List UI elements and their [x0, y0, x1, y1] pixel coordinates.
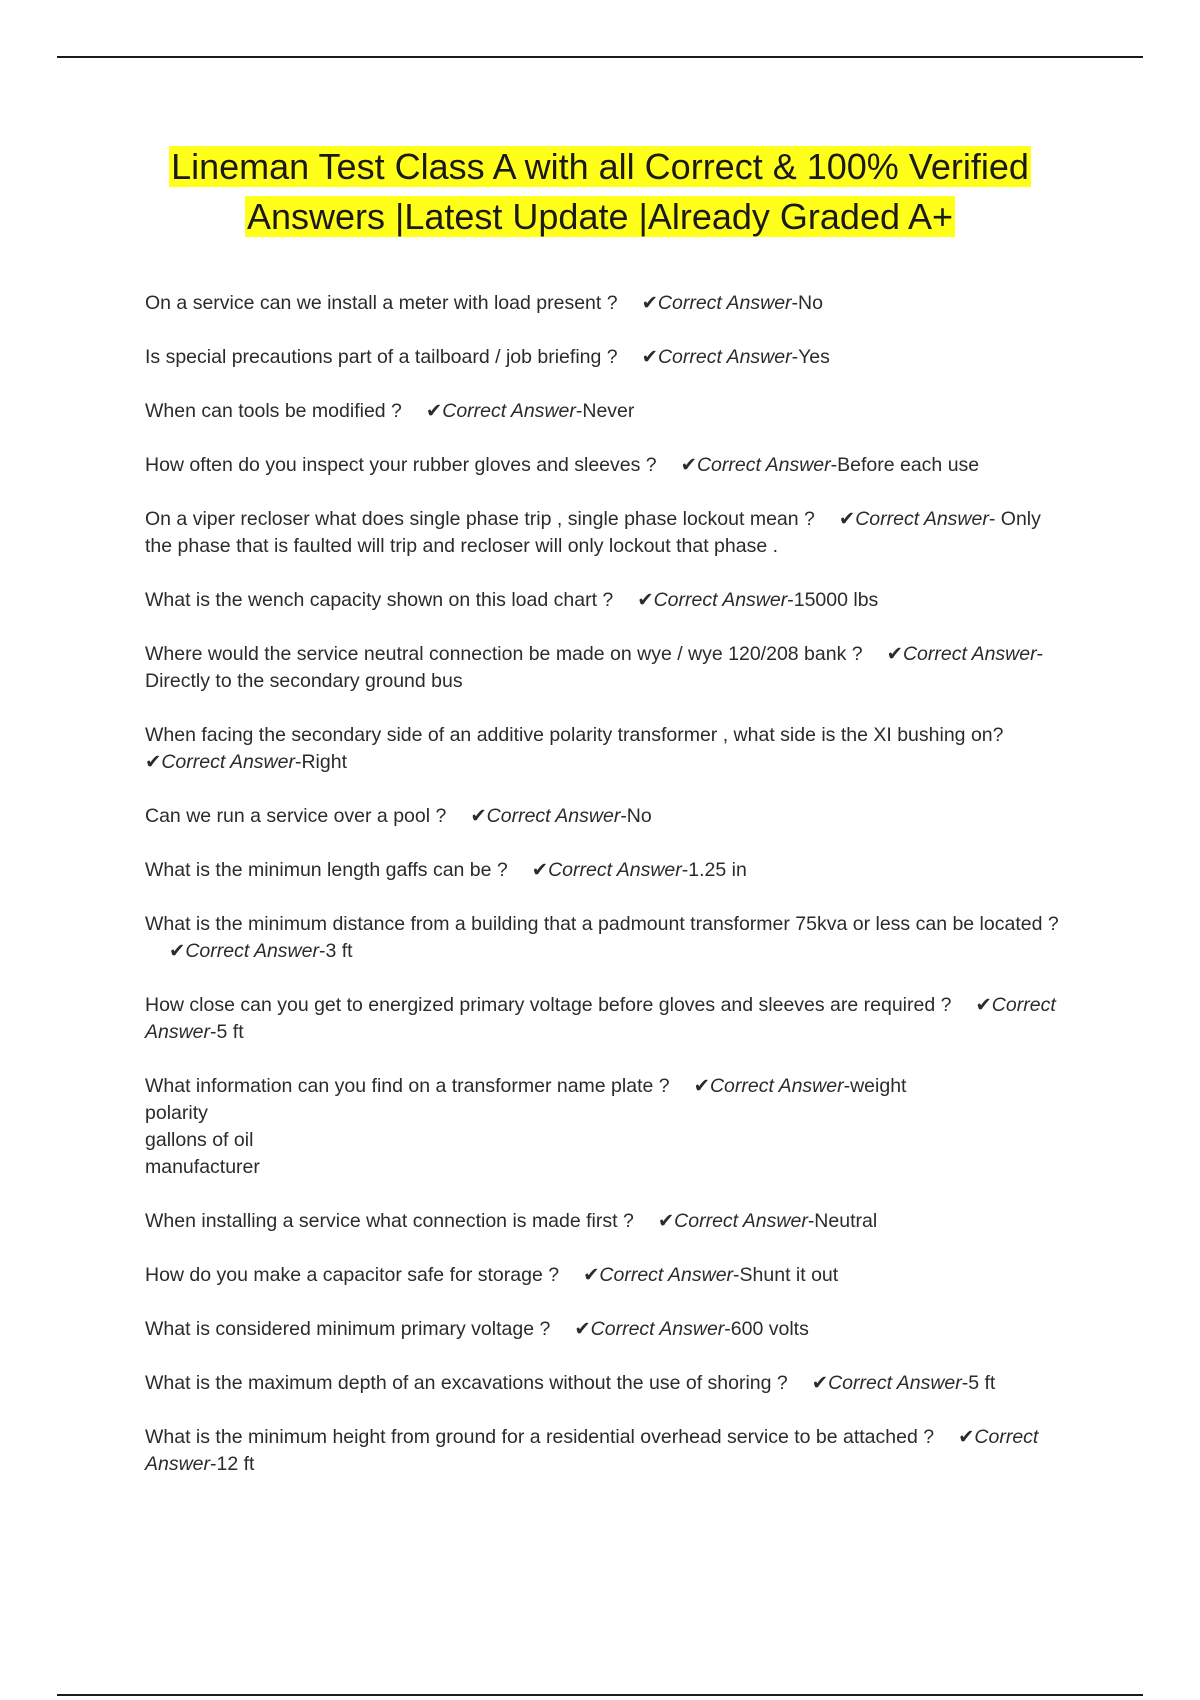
correct-answer-label: ✔Correct Answer [641, 292, 792, 314]
question-text: Can we run a service over a pool ? [145, 805, 447, 827]
answer-text: -No [620, 805, 652, 827]
question-text: When can tools be modified ? [145, 400, 402, 422]
correct-answer-label: ✔Correct Answer [574, 1318, 725, 1340]
question-text: What is the maximum depth of an excavations without the use of shoring ? [145, 1372, 788, 1394]
qa-item [145, 1073, 1065, 1181]
answer-text: -Shunt it out [733, 1264, 839, 1286]
question-text: What is considered minimum primary voltage ? [145, 1318, 551, 1340]
correct-answer-label: ✔Correct Answer [145, 994, 1056, 1043]
qa-item [145, 587, 1065, 614]
answer-text: -weight [843, 1075, 907, 1097]
correct-answer-label: ✔Correct Answer [637, 589, 788, 611]
correct-answer-label: ✔Correct Answer [838, 508, 989, 530]
qa-item [145, 398, 1065, 425]
title-line-2: Answers |Latest Update |Already Graded A+ [246, 196, 954, 237]
question-text: What is the minimum height from ground for a residential overhead service to be attached ? [145, 1426, 935, 1448]
question-text: Is special precautions part of a tailboard / job briefing ? [145, 346, 618, 368]
bottom-rule [57, 1694, 1143, 1696]
correct-answer-label: ✔Correct Answer [145, 751, 295, 773]
answer-text: -Before each use [830, 454, 980, 476]
question-text: When facing the secondary side of an additive polarity transformer , what side is the XI bushing on? [145, 724, 1004, 746]
qa-item [145, 992, 1065, 1046]
qa-item [145, 1208, 1065, 1235]
correct-answer-label: ✔Correct Answer [680, 454, 831, 476]
answer-extra-line: gallons of oil [145, 1129, 254, 1151]
answer-text: -Never [575, 400, 635, 422]
correct-answer-label: ✔Correct Answer [583, 1264, 734, 1286]
answer-text: -5 ft [961, 1372, 996, 1394]
correct-answer-label: ✔Correct Answer [169, 940, 319, 962]
qa-item [145, 1316, 1065, 1343]
question-text: On a service can we install a meter with load present ? [145, 292, 618, 314]
answer-text: -Yes [791, 346, 830, 368]
question-text: When installing a service what connection is made first ? [145, 1210, 634, 1232]
qa-item [145, 290, 1065, 317]
correct-answer-label: ✔Correct Answer [470, 805, 621, 827]
answer-text: -15000 lbs [787, 589, 879, 611]
answer-text: - Only the phase that is faulted will trip and recloser will only lockout that phase . [145, 508, 1041, 557]
question-text: What is the wench capacity shown on this load chart ? [145, 589, 614, 611]
question-text: What is the minimun length gaffs can be ? [145, 859, 508, 881]
qa-item [145, 1370, 1065, 1397]
qa-item [145, 803, 1065, 830]
answer-text: -1.25 in [681, 859, 747, 881]
correct-answer-label: ✔Correct Answer [693, 1075, 844, 1097]
document-title [80, 142, 1120, 242]
answer-text: -5 ft [210, 1021, 244, 1043]
correct-answer-label: ✔Correct Answer [657, 1210, 808, 1232]
correct-answer-label: ✔Correct Answer [425, 400, 576, 422]
correct-answer-label: ✔Correct Answer [811, 1372, 962, 1394]
answer-text: -Directly to the secondary ground bus [145, 643, 1044, 692]
correct-answer-label: ✔Correct Answer [531, 859, 682, 881]
question-text: On a viper recloser what does single phase trip , single phase lockout mean ? [145, 508, 815, 530]
qa-item [145, 1262, 1065, 1289]
answer-text: -Right [294, 751, 348, 773]
qa-item [145, 344, 1065, 371]
question-text: How often do you inspect your rubber gloves and sleeves ? [145, 454, 657, 476]
correct-answer-label: ✔Correct Answer [886, 643, 1037, 665]
answer-extra-line: polarity [145, 1102, 208, 1124]
question-text: How do you make a capacitor safe for storage ? [145, 1264, 560, 1286]
qa-item [145, 911, 1065, 965]
qa-item [145, 506, 1065, 560]
answer-text: -3 ft [318, 940, 353, 962]
answer-extra-line: manufacturer [145, 1156, 260, 1178]
answer-text: -600 volts [724, 1318, 809, 1340]
answer-text: -12 ft [210, 1453, 255, 1475]
question-text: How close can you get to energized primary voltage before gloves and sleeves are required ? [145, 994, 952, 1016]
title-line-1: Lineman Test Class A with all Correct & 100% Verified [171, 146, 1029, 187]
question-text: What is the minimum distance from a building that a padmount transformer 75kva or less can be located ? [145, 913, 1059, 935]
answer-text: -Neutral [807, 1210, 878, 1232]
qa-item [145, 641, 1065, 695]
question-text: Where would the service neutral connection be made on wye / wye 120/208 bank ? [145, 643, 863, 665]
answer-text: -No [791, 292, 823, 314]
qa-list [145, 290, 1065, 1478]
qa-item [145, 722, 1065, 776]
question-text: What information can you find on a transformer name plate ? [145, 1075, 670, 1097]
correct-answer-label: ✔Correct Answer [145, 1426, 1039, 1475]
qa-item [145, 452, 1065, 479]
top-rule [57, 56, 1143, 58]
correct-answer-label: ✔Correct Answer [641, 346, 792, 368]
qa-item [145, 1424, 1065, 1478]
qa-item [145, 857, 1065, 884]
